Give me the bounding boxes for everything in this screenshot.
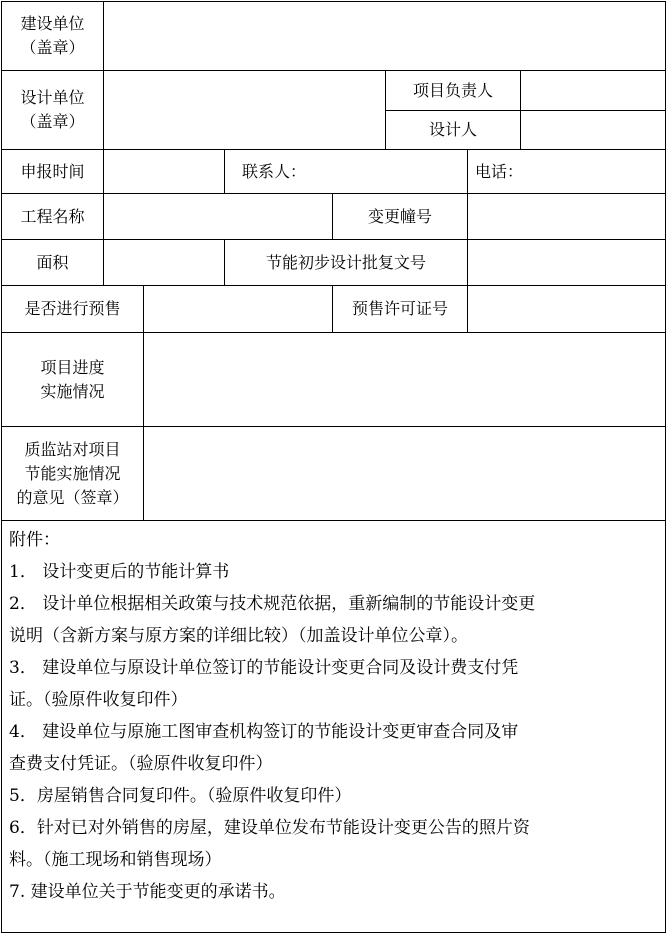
attachment-line: 料。（施工现场和销售现场）: [9, 850, 222, 870]
attachments-section: [9, 524, 661, 908]
changed-buildings-field[interactable]: [468, 194, 665, 239]
progress-label: 项目进度 实施情况: [40, 357, 105, 401]
designer-field[interactable]: [521, 111, 665, 149]
approval-number-field[interactable]: [468, 240, 665, 285]
phone-label: 电话：: [475, 161, 524, 181]
supervision-opinion-field[interactable]: [144, 427, 665, 520]
changed-buildings-label: 变更幢号: [367, 206, 432, 226]
construction-unit-field[interactable]: [104, 2, 665, 70]
project-name-field[interactable]: [104, 194, 332, 239]
attachment-line: 1． 设计变更后的节能计算书: [9, 562, 230, 582]
attachment-line: 7. 建设单位关于节能变更的承诺书。: [9, 882, 286, 902]
attachment-line: 3． 建设单位与原设计单位签订的节能设计变更合同及设计费支付凭: [9, 658, 519, 678]
attachment-line: 6．针对已对外销售的房屋，建设单位发布节能设计变更公告的照片资: [9, 818, 530, 838]
attachment-line: 证。（验原件收复印件）: [9, 690, 188, 710]
design-unit-label: 设计单位 （盖章）: [20, 88, 85, 131]
presale-field[interactable]: [144, 286, 332, 332]
attachment-line: 5．房屋销售合同复印件。（验原件收复印件）: [9, 786, 352, 806]
attachment-line: 查费支付凭证。（验原件收复印件）: [9, 754, 273, 774]
application-date-field[interactable]: [104, 150, 224, 193]
column-divider: [467, 149, 468, 193]
application-date-label: 申报时间: [20, 161, 85, 181]
project-manager-label: 项目负责人: [412, 80, 493, 100]
progress-field[interactable]: [144, 333, 665, 426]
presale-permit-label: 预售许可证号: [351, 299, 448, 318]
area-label: 面积: [36, 252, 69, 272]
contact-person-label: 联系人：: [242, 161, 307, 181]
project-name-label: 工程名称: [20, 206, 85, 226]
construction-unit-label: 建设单位 （盖章）: [20, 14, 85, 57]
presale-permit-field[interactable]: [468, 286, 665, 332]
table-border-bottom: [1, 932, 666, 933]
area-field[interactable]: [104, 240, 224, 285]
column-divider: [224, 149, 225, 193]
phone-field[interactable]: [522, 150, 665, 193]
row-divider: [1, 520, 666, 521]
attachment-line: 说明（含新方案与原方案的详细比较）（加盖设计单位公章）。: [9, 626, 468, 646]
attachment-line: 4． 建设单位与原施工图审查机构签订的节能设计变更审查合同及审: [9, 722, 519, 742]
project-manager-field[interactable]: [521, 71, 665, 110]
attachments-title: 附件：: [9, 530, 60, 550]
approval-number-label: 节能初步设计批复文号: [265, 252, 426, 272]
presale-label: 是否进行预售: [24, 299, 121, 318]
supervision-opinion-label: 质监站对项目 节能实施情况 的意见（签章）: [16, 439, 129, 507]
design-unit-field[interactable]: [104, 71, 385, 149]
table-border-right: [665, 1, 666, 933]
designer-label: 设计人: [428, 120, 477, 139]
contact-person-field[interactable]: [310, 150, 467, 193]
attachment-line: 2． 设计单位根据相关政策与技术规范依据，重新编制的节能设计变更: [9, 594, 536, 614]
